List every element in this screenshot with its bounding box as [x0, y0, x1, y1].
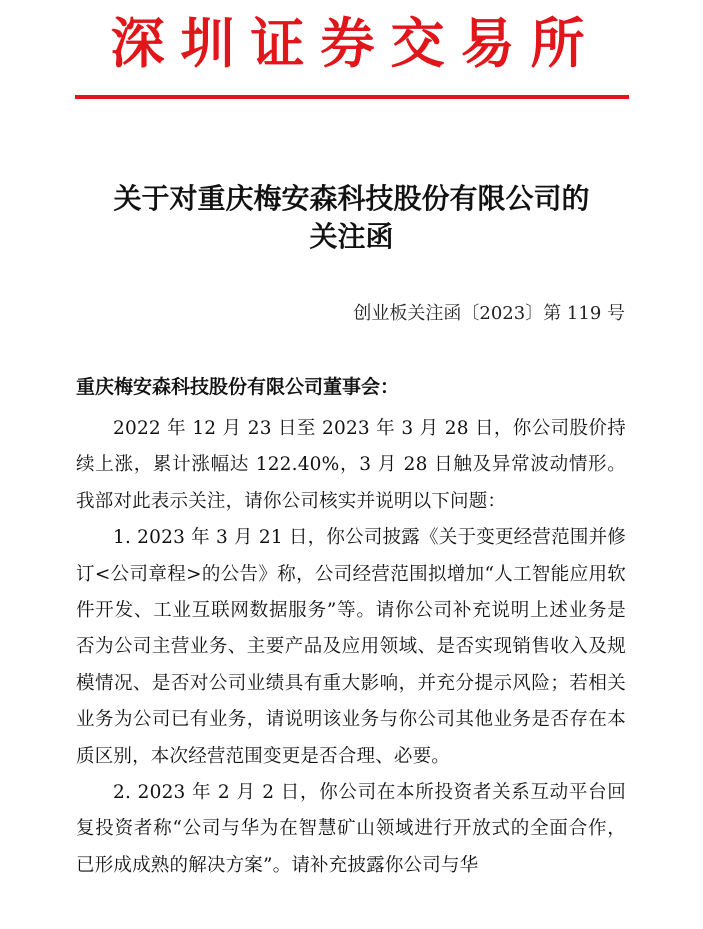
paragraph-intro: 2022 年 12 月 23 日至 2023 年 3 月 28 日，你公司股价持续上涨，累计涨幅达 122.40%，3 月 28 日触及异常波动情形。我部对此表示关注，请你公司核实并说明以下问题：	[76, 418, 626, 512]
document-title-line-1: 关于对重庆梅安森科技股份有限公司的	[113, 182, 590, 215]
document-title	[0, 180, 703, 256]
letter-body	[76, 411, 626, 884]
paragraph-question-2: 2. 2023 年 2 月 2 日，你公司在本所投资者关系互动平台回复投资者称“公司与华为在智慧矿山领域进行开放式的全面合作，已形成成熟的解决方案”。请补充披露你公司与华	[76, 782, 626, 876]
masthead-divider	[75, 95, 629, 99]
document-title-line-2: 关注函	[309, 220, 394, 253]
paragraph-question-1: 1. 2023 年 3 月 21 日，你公司披露《关于变更经营范围并修订<公司章程>的公告》称，公司经营范围拟增加“人工智能应用软件开发、工业互联网数据服务”等。请你公司补充说明上述业务是否为公司主营业务、主要产品及应用领域、是否实现销售收入及规模情况、是否对公司业绩具有重大影响，并充分提示风险；若相关业务为公司已有业务，请说明该业务与你公司其他业务是否存在本质区别，本次经营范围变更是否合理、必要。	[76, 527, 626, 767]
salutation: 重庆梅安森科技股份有限公司董事会：	[76, 376, 400, 398]
document-number: 创业板关注函〔2023〕第 119 号	[353, 303, 625, 324]
masthead-title: 深圳证券交易所	[110, 11, 601, 75]
